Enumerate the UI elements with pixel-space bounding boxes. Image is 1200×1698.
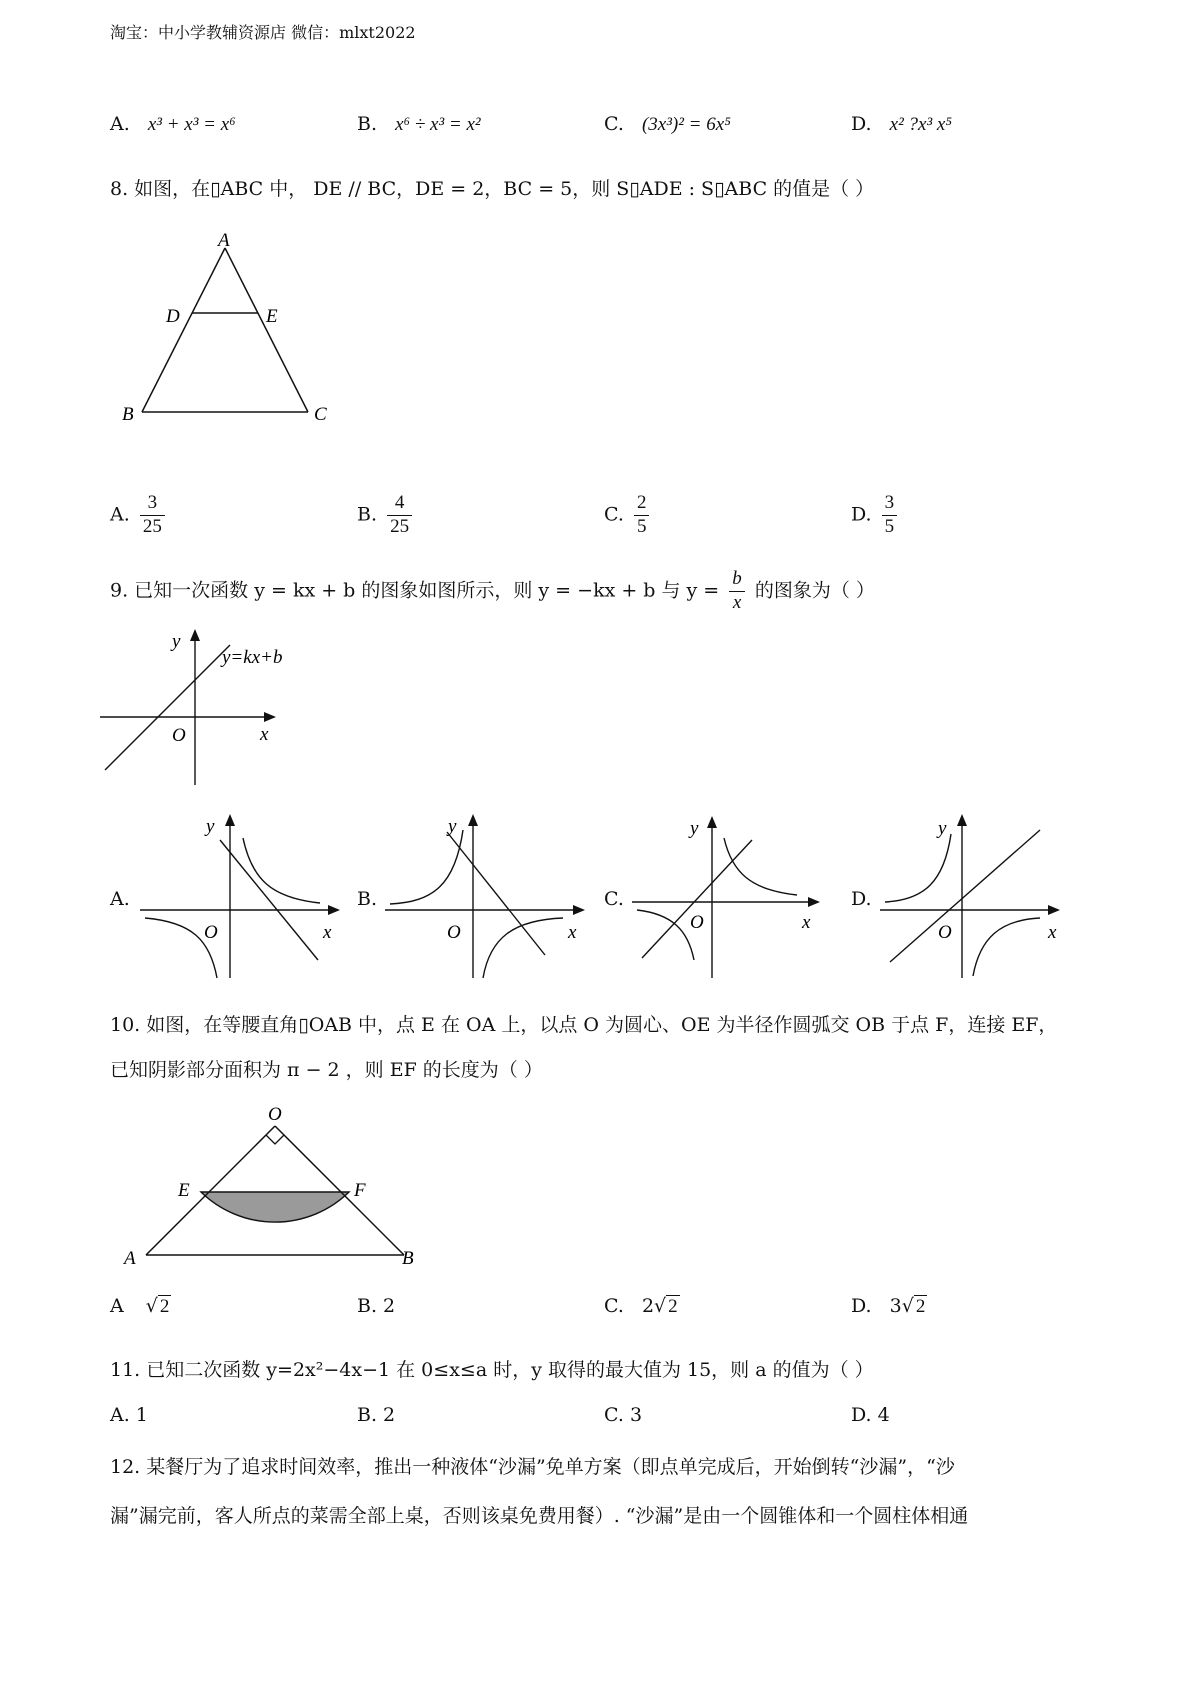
option-letter: A. [110, 113, 130, 135]
q7-option-c [604, 113, 731, 136]
option-letter: D. [851, 1295, 872, 1317]
y-axis-label: y [448, 816, 457, 837]
q9-option-a-letter: A. [110, 888, 130, 910]
sqrt-expression: √ 2 [654, 1295, 678, 1317]
q10-option-a [110, 1295, 171, 1318]
q10-isosceles-figure [110, 1098, 440, 1268]
q9-linear-graph [100, 625, 350, 795]
label-a: A [124, 1248, 136, 1268]
denominator: 25 [140, 515, 165, 539]
q9-text [110, 568, 875, 615]
hyperbola-branch-q1 [724, 838, 797, 895]
q7-option-b [357, 113, 481, 136]
numerator: b [732, 568, 742, 589]
q9-option-c-graph [632, 810, 832, 980]
denominator: 5 [634, 515, 650, 539]
q8-option-a [110, 492, 169, 539]
x-axis-label: x [802, 912, 811, 933]
numerator: 2 [636, 492, 647, 513]
option-letter: B. [357, 113, 378, 135]
origin-label: O [938, 922, 952, 943]
q10-option-c [604, 1295, 680, 1318]
option-letter: C. [604, 1295, 624, 1317]
q9-option-b-letter: B. [357, 888, 378, 910]
label-o: O [268, 1104, 282, 1125]
option-letter: D. [851, 113, 872, 135]
right-angle-mark [266, 1135, 284, 1144]
x-axis-arrow [328, 905, 340, 915]
q11-text: 11. 已知二次函数 y=2x²−4x−1 在 0≤x≤a 时，y 取得的最大值为 15，则 a 的值为（ ） [110, 1359, 874, 1381]
shaded-segment [201, 1192, 349, 1222]
side-ob [275, 1126, 404, 1255]
x-axis-arrow [808, 897, 820, 907]
q11-option-a: A. 1 [110, 1404, 148, 1426]
q8-option-d [851, 492, 901, 539]
y-axis-arrow [190, 629, 200, 641]
origin-label: O [690, 912, 704, 933]
x-axis-label: x [1048, 922, 1057, 943]
side-oa [146, 1126, 275, 1255]
q12-text-line1: 12. 某餐厅为了追求时间效率，推出一种液体“沙漏”免单方案（即点单完成后，开始倒转“沙漏”，“沙 [110, 1456, 955, 1478]
sqrt-expression: √ 2 [901, 1295, 926, 1317]
q7-option-d [851, 113, 952, 136]
q8-option-c [604, 492, 653, 539]
y-axis-label: y [690, 818, 699, 839]
q8-option-b [357, 492, 416, 539]
coefficient: 3 [889, 1295, 902, 1317]
option-expression: x³ + x³ = x⁶ [147, 114, 236, 135]
x-axis-label: x [260, 724, 269, 745]
hyperbola-branch-q2 [390, 830, 463, 904]
y-axis-arrow [707, 816, 717, 828]
label-e: E [178, 1180, 190, 1201]
q11-option-c: C. 3 [604, 1404, 643, 1426]
q9-option-d-graph [880, 810, 1080, 980]
denominator: 5 [882, 515, 898, 539]
q10-text-line2: 已知阴影部分面积为 π − 2 ，则 EF 的长度为（ ） [110, 1059, 543, 1081]
q9-option-c-letter: C. [604, 888, 624, 910]
x-axis-arrow [1048, 905, 1060, 915]
option-expression: x² ?x³ x⁵ [889, 114, 952, 135]
y-axis-arrow [225, 814, 235, 826]
radicand: 2 [159, 1296, 170, 1317]
option-letter: B. [357, 503, 378, 526]
q9-option-d-letter: D. [851, 888, 872, 910]
increasing-line [642, 840, 752, 958]
label-c: C [314, 404, 327, 425]
origin-label: O [447, 922, 461, 943]
q9-text-part-b: 的图象为（ ） [754, 579, 875, 602]
hyperbola-branch-q2 [885, 834, 951, 902]
origin-label: O [172, 725, 186, 746]
option-expression: x⁶ ÷ x³ = x² [395, 114, 481, 135]
hyperbola-branch-q4 [973, 918, 1040, 976]
denominator: 25 [387, 515, 412, 539]
q11-option-b: B. 2 [357, 1404, 396, 1426]
label-a: A [218, 230, 230, 251]
origin-label: O [204, 922, 218, 943]
q10-option-d [851, 1295, 927, 1318]
q8-triangle-figure [110, 230, 340, 430]
sqrt-expression: √ 2 [145, 1295, 170, 1317]
option-expression: (3x³)² = 6x⁵ [641, 114, 731, 135]
q7-option-a [110, 113, 236, 136]
option-letter: A. [110, 503, 130, 526]
y-axis-arrow [468, 814, 478, 826]
option-letter: C. [604, 503, 624, 526]
coefficient: 2 [641, 1295, 655, 1317]
label-e: E [266, 306, 278, 327]
hyperbola-branch-q1 [243, 838, 320, 903]
radicand: 2 [668, 1296, 678, 1317]
denominator: x [729, 591, 745, 615]
y-axis-label: y [206, 816, 215, 837]
numerator: 4 [394, 492, 405, 513]
label-f: F [354, 1180, 366, 1201]
side-ac [225, 248, 308, 412]
option-letter: C. [604, 113, 624, 135]
q11-option-d: D. 4 [851, 1404, 890, 1426]
y-axis-arrow [957, 814, 967, 826]
numerator: 3 [147, 492, 158, 513]
label-b: B [402, 1248, 414, 1268]
option-fraction [387, 492, 412, 539]
hyperbola-branch-q3 [637, 910, 694, 960]
x-axis-label: x [323, 922, 332, 943]
y-axis-label: y [172, 631, 181, 652]
x-axis-arrow [573, 905, 585, 915]
option-fraction [882, 492, 898, 539]
radicand: 2 [915, 1296, 926, 1317]
q10-option-b: B. 2 [357, 1295, 396, 1317]
option-letter: D. [851, 503, 872, 526]
y-axis-label: y [938, 818, 947, 839]
option-fraction [634, 492, 650, 539]
line-label: y=kx+b [222, 647, 283, 668]
label-d: D [166, 306, 180, 327]
q9-fraction [729, 568, 745, 615]
q12-text-line2: 漏”漏完前，客人所点的菜需全部上桌，否则该桌免费用餐）. “沙漏”是由一个圆锥体和一个圆柱体相通 [110, 1505, 969, 1527]
q9-option-b-graph [385, 810, 585, 980]
side-ab [142, 248, 225, 412]
q8-text: 8. 如图，在▯ABC 中， DE // BC，DE = 2，BC = 5，则 S▯ADE : S▯ABC 的值是（ ） [110, 178, 875, 200]
decreasing-line [447, 832, 545, 955]
x-axis-label: x [568, 922, 577, 943]
label-b: B [122, 404, 134, 425]
line-kx-plus-b [105, 645, 230, 770]
page-header: 淘宝：中小学教辅资源店 微信：mlxt2022 [110, 23, 416, 42]
q9-option-a-graph [140, 810, 340, 980]
option-letter: A [110, 1295, 124, 1317]
q10-text-line1: 10. 如图，在等腰直角▯OAB 中，点 E 在 OA 上，以点 O 为圆心、OE 为半径作圆弧交 OB 于点 F，连接 EF， [110, 1014, 1058, 1036]
x-axis-arrow [264, 712, 276, 722]
option-fraction [140, 492, 165, 539]
q9-text-part-a: 9. 已知一次函数 y = kx + b 的图象如图所示，则 y = −kx + b 与 y = [110, 579, 720, 602]
numerator: 3 [884, 492, 895, 513]
